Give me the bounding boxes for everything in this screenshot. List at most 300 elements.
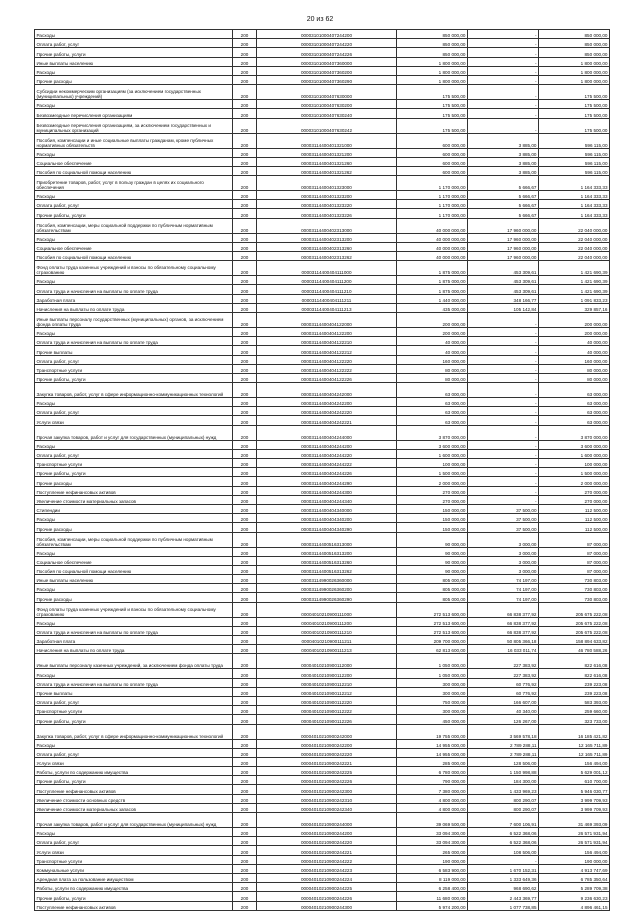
row-remaining: 1 091 833,23 bbox=[539, 294, 610, 303]
row-remaining: 26 571 931,94 bbox=[539, 837, 610, 846]
row-name: Прочие расходы bbox=[35, 523, 233, 532]
row-approved: 1 875 000,00 bbox=[397, 261, 468, 276]
row-line-code: 200 bbox=[233, 252, 257, 261]
row-remaining: 850 000,00 bbox=[539, 48, 610, 57]
row-remaining: 5 289 709,38 bbox=[539, 883, 610, 892]
row-name: Фонд оплаты труда казенных учреждений и взносы по обязательному социальному страхованию bbox=[35, 261, 233, 276]
row-budget-code: 00004010210900242221 bbox=[257, 757, 397, 766]
row-budget-code: 00003101000407244200 bbox=[257, 30, 397, 39]
row-executed: 3 000,00 bbox=[468, 532, 539, 547]
row-executed: 453 309,61 bbox=[468, 276, 539, 285]
row-remaining: 40 000,00 bbox=[539, 346, 610, 355]
row-name: Безвозмездные перечисления организациям bbox=[35, 109, 233, 118]
table-row bbox=[35, 602, 610, 617]
row-approved: 450 000,00 bbox=[397, 715, 468, 724]
row-budget-code: 00004010210900242226 bbox=[257, 776, 397, 785]
row-approved: 435 000,00 bbox=[397, 303, 468, 312]
row-approved: 175 500,00 bbox=[397, 118, 468, 133]
row-approved: 150 000,00 bbox=[397, 504, 468, 513]
row-remaining: 239 223,08 bbox=[539, 678, 610, 687]
row-budget-code: 00003114400404244200 bbox=[257, 440, 397, 449]
row-budget-code: 00003114400404111210 bbox=[257, 285, 397, 294]
row-line-code: 200 bbox=[233, 687, 257, 696]
row-remaining: 610 700,00 bbox=[539, 776, 610, 785]
row-budget-code: 00003114400404122222 bbox=[257, 364, 397, 373]
row-remaining: 175 500,00 bbox=[539, 109, 610, 118]
row-remaining: 12 165 711,89 bbox=[539, 748, 610, 757]
row-line-code: 200 bbox=[233, 724, 257, 739]
row-remaining: 730 803,00 bbox=[539, 575, 610, 584]
row-line-code: 200 bbox=[233, 477, 257, 486]
row-approved: 1 050 000,00 bbox=[397, 654, 468, 669]
row-line-code: 200 bbox=[233, 66, 257, 75]
row-budget-code: 00004010210900244225 bbox=[257, 883, 397, 892]
row-remaining: 596 115,00 bbox=[539, 148, 610, 157]
table-row bbox=[35, 495, 610, 504]
row-approved: 6 780 000,00 bbox=[397, 767, 468, 776]
row-executed: 50 805 366,18 bbox=[468, 636, 539, 645]
row-line-code: 200 bbox=[233, 602, 257, 617]
row-name: Начисления на выплаты по оплате труда bbox=[35, 303, 233, 312]
row-approved: 160 000,00 bbox=[397, 355, 468, 364]
row-executed: - bbox=[468, 468, 539, 477]
row-executed: 40 340,00 bbox=[468, 706, 539, 715]
row-approved: 600 000,00 bbox=[397, 148, 468, 157]
row-approved: 600 000,00 bbox=[397, 166, 468, 175]
row-budget-code: 00004010210900112000 bbox=[257, 654, 397, 669]
row-line-code: 200 bbox=[233, 440, 257, 449]
row-remaining: 1 164 333,33 bbox=[539, 191, 610, 200]
table-row bbox=[35, 593, 610, 602]
row-line-code: 200 bbox=[233, 85, 257, 100]
row-approved: 4 800 000,00 bbox=[397, 803, 468, 812]
row-line-code: 200 bbox=[233, 785, 257, 794]
row-line-code: 200 bbox=[233, 593, 257, 602]
row-remaining: 596 115,00 bbox=[539, 166, 610, 175]
row-approved: 90 000,00 bbox=[397, 547, 468, 556]
row-approved: 80 000,00 bbox=[397, 373, 468, 382]
table-row bbox=[35, 468, 610, 477]
row-line-code: 200 bbox=[233, 303, 257, 312]
table-row bbox=[35, 398, 610, 407]
row-budget-code: 00003114400401321262 bbox=[257, 166, 397, 175]
row-executed: 968 690,62 bbox=[468, 883, 539, 892]
row-line-code: 200 bbox=[233, 584, 257, 593]
row-approved: 285 000,00 bbox=[397, 757, 468, 766]
row-remaining: 175 500,00 bbox=[539, 118, 610, 133]
table-row bbox=[35, 218, 610, 233]
row-budget-code: 00004010210900244000 bbox=[257, 813, 397, 828]
row-line-code: 200 bbox=[233, 715, 257, 724]
row-name: Иные выплаты населению bbox=[35, 575, 233, 584]
table-row bbox=[35, 678, 610, 687]
row-approved: 90 000,00 bbox=[397, 556, 468, 565]
row-remaining: 2 000 000,00 bbox=[539, 477, 610, 486]
row-budget-code: 00003114400404111213 bbox=[257, 303, 397, 312]
row-name: Расходы bbox=[35, 191, 233, 200]
table-row bbox=[35, 407, 610, 416]
row-name: Стипендии bbox=[35, 504, 233, 513]
row-line-code: 200 bbox=[233, 337, 257, 346]
row-budget-code: 00004010210900244221 bbox=[257, 846, 397, 855]
row-budget-code: 00004010210900242225 bbox=[257, 767, 397, 776]
row-name: Оплата работ, услуг bbox=[35, 837, 233, 846]
row-remaining: 1 600 000,00 bbox=[539, 449, 610, 458]
row-approved: 90 000,00 bbox=[397, 565, 468, 574]
row-remaining: 1 800 000,00 bbox=[539, 75, 610, 84]
row-line-code: 200 bbox=[233, 813, 257, 828]
row-budget-code: 00004010210900111210 bbox=[257, 626, 397, 635]
table-row bbox=[35, 828, 610, 837]
row-budget-code: 00004010210900242300 bbox=[257, 785, 397, 794]
table-row bbox=[35, 654, 610, 669]
row-name: Коммунальные услуги bbox=[35, 864, 233, 873]
table-row bbox=[35, 486, 610, 495]
row-approved: 6 583 900,00 bbox=[397, 864, 468, 873]
table-row bbox=[35, 148, 610, 157]
row-remaining: 22 040 000,00 bbox=[539, 242, 610, 251]
table-row bbox=[35, 303, 610, 312]
row-line-code: 200 bbox=[233, 776, 257, 785]
row-budget-code: 00003114400404122200 bbox=[257, 327, 397, 336]
table-row bbox=[35, 846, 610, 855]
row-line-code: 200 bbox=[233, 200, 257, 209]
row-executed: 3 885,00 bbox=[468, 133, 539, 148]
row-budget-code: 00003114400516313000 bbox=[257, 532, 397, 547]
table-row bbox=[35, 39, 610, 48]
table-row bbox=[35, 504, 610, 513]
table-row bbox=[35, 547, 610, 556]
row-budget-code: 00003101000407244226 bbox=[257, 48, 397, 57]
row-name: Расходы bbox=[35, 739, 233, 748]
table-row bbox=[35, 556, 610, 565]
row-budget-code: 00003114400404122210 bbox=[257, 337, 397, 346]
table-row bbox=[35, 523, 610, 532]
row-executed: 453 309,61 bbox=[468, 285, 539, 294]
table-row bbox=[35, 696, 610, 705]
row-line-code: 200 bbox=[233, 636, 257, 645]
row-line-code: 200 bbox=[233, 48, 257, 57]
table-row bbox=[35, 355, 610, 364]
row-remaining: 200 000,00 bbox=[539, 312, 610, 327]
row-remaining: 31 469 393,09 bbox=[539, 813, 610, 828]
row-budget-code: 00004010210900112212 bbox=[257, 687, 397, 696]
row-executed: - bbox=[468, 416, 539, 425]
row-approved: 63 000,00 bbox=[397, 416, 468, 425]
row-line-code: 200 bbox=[233, 133, 257, 148]
row-name: Прочие работы, услуги bbox=[35, 892, 233, 901]
row-name: Прочие работы, услуги bbox=[35, 468, 233, 477]
row-budget-code: 00003114400516313262 bbox=[257, 565, 397, 574]
table-row bbox=[35, 30, 610, 39]
row-budget-code: 00004010210900111211 bbox=[257, 636, 397, 645]
row-remaining: 63 000,00 bbox=[539, 416, 610, 425]
row-approved: 600 000,00 bbox=[397, 157, 468, 166]
row-name: Расходы bbox=[35, 66, 233, 75]
row-executed: - bbox=[468, 39, 539, 48]
row-remaining: 850 000,00 bbox=[539, 39, 610, 48]
row-executed: - bbox=[468, 398, 539, 407]
row-name: Начисления на выплаты по оплате труда bbox=[35, 645, 233, 654]
row-executed: 6 522 368,06 bbox=[468, 837, 539, 846]
row-budget-code: 00003114400404244290 bbox=[257, 477, 397, 486]
row-line-code: 200 bbox=[233, 486, 257, 495]
table-row bbox=[35, 514, 610, 523]
row-name: Прочие выплаты bbox=[35, 687, 233, 696]
row-remaining: 730 803,00 bbox=[539, 584, 610, 593]
row-approved: 40 000 000,00 bbox=[397, 218, 468, 233]
row-line-code: 200 bbox=[233, 468, 257, 477]
row-budget-code: 00003114400404122220 bbox=[257, 355, 397, 364]
row-line-code: 200 bbox=[233, 828, 257, 837]
row-budget-code: 00003114400402313200 bbox=[257, 233, 397, 242]
row-executed: - bbox=[468, 327, 539, 336]
row-remaining: 596 115,00 bbox=[539, 157, 610, 166]
row-budget-code: 00003114400401321000 bbox=[257, 133, 397, 148]
row-remaining: 3 870 000,00 bbox=[539, 425, 610, 440]
row-remaining: 175 500,00 bbox=[539, 85, 610, 100]
row-remaining: 730 803,00 bbox=[539, 593, 610, 602]
row-approved: 33 094 300,00 bbox=[397, 837, 468, 846]
row-budget-code: 00004010210900112200 bbox=[257, 669, 397, 678]
row-budget-code: 00003114400404242000 bbox=[257, 383, 397, 398]
row-line-code: 200 bbox=[233, 757, 257, 766]
table-row bbox=[35, 748, 610, 757]
row-approved: 5 974 200,00 bbox=[397, 901, 468, 910]
row-budget-code: 00004010210900242310 bbox=[257, 794, 397, 803]
row-name: Расходы bbox=[35, 440, 233, 449]
row-executed: 74 197,00 bbox=[468, 584, 539, 593]
row-executed: 1 333 649,36 bbox=[468, 873, 539, 882]
row-line-code: 200 bbox=[233, 654, 257, 669]
table-row bbox=[35, 373, 610, 382]
page-number: 20 из 62 bbox=[306, 16, 334, 23]
row-remaining: 6 785 350,64 bbox=[539, 873, 610, 882]
row-remaining: 46 780 588,26 bbox=[539, 645, 610, 654]
row-line-code: 200 bbox=[233, 556, 257, 565]
row-remaining: 4 896 461,15 bbox=[539, 901, 610, 910]
row-budget-code: 00003114400404244000 bbox=[257, 425, 397, 440]
row-remaining: 40 000,00 bbox=[539, 337, 610, 346]
row-remaining: 4 913 747,69 bbox=[539, 864, 610, 873]
row-name: Услуги связи bbox=[35, 416, 233, 425]
table-row bbox=[35, 364, 610, 373]
row-line-code: 200 bbox=[233, 218, 257, 233]
row-line-code: 200 bbox=[233, 748, 257, 757]
row-line-code: 200 bbox=[233, 327, 257, 336]
row-line-code: 200 bbox=[233, 504, 257, 513]
row-executed: 66 838 377,92 bbox=[468, 602, 539, 617]
row-approved: 63 000,00 bbox=[397, 407, 468, 416]
table-row bbox=[35, 757, 610, 766]
row-name: Оплата труда и начисления на выплаты по оплате труда bbox=[35, 626, 233, 635]
table-row bbox=[35, 209, 610, 218]
row-line-code: 200 bbox=[233, 837, 257, 846]
row-budget-code: 00004010210900244300 bbox=[257, 901, 397, 910]
row-approved: 209 700 000,00 bbox=[397, 636, 468, 645]
row-remaining: 87 000,00 bbox=[539, 532, 610, 547]
row-approved: 190 000,00 bbox=[397, 855, 468, 864]
row-remaining: 26 571 931,94 bbox=[539, 828, 610, 837]
table-row bbox=[35, 252, 610, 261]
table-row bbox=[35, 892, 610, 901]
row-approved: 200 000,00 bbox=[397, 312, 468, 327]
row-remaining: 205 675 222,08 bbox=[539, 617, 610, 626]
table-row bbox=[35, 346, 610, 355]
row-executed: 166 607,00 bbox=[468, 696, 539, 705]
row-executed: 227 383,92 bbox=[468, 654, 539, 669]
row-name: Пособия, компенсации, меры социальной поддержки по публичным нормативным обязательствам bbox=[35, 218, 233, 233]
row-remaining: 22 040 000,00 bbox=[539, 233, 610, 242]
row-remaining: 822 616,08 bbox=[539, 654, 610, 669]
row-remaining: 63 000,00 bbox=[539, 407, 610, 416]
row-executed: - bbox=[468, 85, 539, 100]
row-name: Прочие работы, услуги bbox=[35, 715, 233, 724]
row-executed: - bbox=[468, 407, 539, 416]
row-line-code: 200 bbox=[233, 407, 257, 416]
row-executed: - bbox=[468, 495, 539, 504]
row-name: Прочая закупка товаров, работ и услуг для государственных (муниципальных) нужд bbox=[35, 813, 233, 828]
row-budget-code: 00004010210900111213 bbox=[257, 645, 397, 654]
row-approved: 1 170 000,00 bbox=[397, 191, 468, 200]
row-budget-code: 00003114400404340290 bbox=[257, 523, 397, 532]
row-name: Пособия по социальной помощи населению bbox=[35, 252, 233, 261]
row-budget-code: 00004010210900111200 bbox=[257, 617, 397, 626]
row-name: Работы, услуги по содержанию имущества bbox=[35, 767, 233, 776]
row-budget-code: 00004010210900244224 bbox=[257, 873, 397, 882]
row-name: Пособия по социальной помощи населению bbox=[35, 166, 233, 175]
row-executed: - bbox=[468, 30, 539, 39]
row-budget-code: 00003114400404111200 bbox=[257, 276, 397, 285]
row-executed: - bbox=[468, 486, 539, 495]
row-executed: - bbox=[468, 100, 539, 109]
row-approved: 175 500,00 bbox=[397, 85, 468, 100]
row-remaining: 175 500,00 bbox=[539, 100, 610, 109]
table-row bbox=[35, 242, 610, 251]
row-line-code: 200 bbox=[233, 176, 257, 191]
row-remaining: 112 500,00 bbox=[539, 504, 610, 513]
row-approved: 300 000,00 bbox=[397, 678, 468, 687]
table-row bbox=[35, 803, 610, 812]
row-name: Закупка товаров, работ, услуг в сфере информационно-коммуникационных технологий bbox=[35, 383, 233, 398]
table-row bbox=[35, 785, 610, 794]
row-budget-code: 00004010210900244222 bbox=[257, 855, 397, 864]
row-line-code: 200 bbox=[233, 233, 257, 242]
row-budget-code: 00003114400401321200 bbox=[257, 148, 397, 157]
row-executed: - bbox=[468, 459, 539, 468]
row-approved: 150 000,00 bbox=[397, 523, 468, 532]
row-approved: 80 000,00 bbox=[397, 364, 468, 373]
row-line-code: 200 bbox=[233, 294, 257, 303]
row-name: Прочие работы, услуги bbox=[35, 776, 233, 785]
row-remaining: 22 040 000,00 bbox=[539, 252, 610, 261]
row-approved: 175 500,00 bbox=[397, 100, 468, 109]
row-executed: 3 000,00 bbox=[468, 556, 539, 565]
row-line-code: 200 bbox=[233, 398, 257, 407]
row-executed: 16 033 011,74 bbox=[468, 645, 539, 654]
row-executed: - bbox=[468, 109, 539, 118]
row-line-code: 200 bbox=[233, 565, 257, 574]
row-line-code: 200 bbox=[233, 739, 257, 748]
table-row bbox=[35, 176, 610, 191]
row-name: Арендная плата за пользование имуществом bbox=[35, 873, 233, 882]
row-approved: 40 000 000,00 bbox=[397, 233, 468, 242]
row-name: Оплата работ, услуг bbox=[35, 39, 233, 48]
row-line-code: 200 bbox=[233, 883, 257, 892]
row-name: Поступление нефинансовых активов bbox=[35, 901, 233, 910]
row-budget-code: 00003101000407630000 bbox=[257, 85, 397, 100]
table-row bbox=[35, 532, 610, 547]
table-row bbox=[35, 118, 610, 133]
row-line-code: 200 bbox=[233, 383, 257, 398]
row-line-code: 200 bbox=[233, 617, 257, 626]
row-approved: 2 000 000,00 bbox=[397, 477, 468, 486]
row-approved: 272 513 600,00 bbox=[397, 617, 468, 626]
row-name: Пособия, компенсации и иные социальные выплаты гражданам, кроме публичных нормативных обязательств bbox=[35, 133, 233, 148]
row-line-code: 200 bbox=[233, 547, 257, 556]
row-remaining: 63 000,00 bbox=[539, 398, 610, 407]
row-line-code: 200 bbox=[233, 276, 257, 285]
row-name: Оплата работ, услуг bbox=[35, 449, 233, 458]
row-executed: 2 789 288,11 bbox=[468, 748, 539, 757]
row-remaining: 80 000,00 bbox=[539, 364, 610, 373]
row-approved: 600 000,00 bbox=[397, 133, 468, 148]
table-row bbox=[35, 261, 610, 276]
row-name: Увеличение стоимости материальных запасов bbox=[35, 803, 233, 812]
row-name: Социальное обеспечение bbox=[35, 242, 233, 251]
row-remaining: 1 500 000,00 bbox=[539, 468, 610, 477]
row-line-code: 200 bbox=[233, 459, 257, 468]
row-budget-code: 00004010210900244220 bbox=[257, 837, 397, 846]
row-remaining: 112 500,00 bbox=[539, 523, 610, 532]
row-executed: 3 569 578,18 bbox=[468, 724, 539, 739]
row-line-code: 200 bbox=[233, 355, 257, 364]
table-row bbox=[35, 864, 610, 873]
table-row bbox=[35, 901, 610, 910]
table-row bbox=[35, 449, 610, 458]
row-name: Социальное обеспечение bbox=[35, 556, 233, 565]
table-row bbox=[35, 85, 610, 100]
row-remaining: 259 660,00 bbox=[539, 706, 610, 715]
row-name: Прочая закупка товаров, работ и услуг для государственных (муниципальных) нужд bbox=[35, 425, 233, 440]
row-executed: 37 500,00 bbox=[468, 504, 539, 513]
row-remaining: 1 164 333,33 bbox=[539, 176, 610, 191]
table-body bbox=[35, 30, 610, 911]
row-budget-code: 00003114400404244226 bbox=[257, 468, 397, 477]
row-line-code: 200 bbox=[233, 100, 257, 109]
row-budget-code: 00003114400404242221 bbox=[257, 416, 397, 425]
row-line-code: 200 bbox=[233, 706, 257, 715]
row-executed: 17 960 000,00 bbox=[468, 218, 539, 233]
row-name: Пособия, компенсации, меры социальной поддержки по публичным нормативным обязательствам bbox=[35, 532, 233, 547]
row-name: Увеличение стоимости основных средств bbox=[35, 794, 233, 803]
row-executed: 17 960 000,00 bbox=[468, 233, 539, 242]
row-name: Прочие расходы bbox=[35, 593, 233, 602]
row-name: Иные выплаты персоналу казенных учреждений, за исключением фонда оплаты труда bbox=[35, 654, 233, 669]
row-executed: 3 885,00 bbox=[468, 148, 539, 157]
row-budget-code: 00004010210900244226 bbox=[257, 892, 397, 901]
row-approved: 1 800 000,00 bbox=[397, 57, 468, 66]
row-budget-code: 00003114400404122212 bbox=[257, 346, 397, 355]
table-row bbox=[35, 575, 610, 584]
row-budget-code: 00004010210900244223 bbox=[257, 864, 397, 873]
table-row bbox=[35, 133, 610, 148]
row-executed: - bbox=[468, 312, 539, 327]
row-name: Иные выплаты персоналу государственных (муниципальных) органов, за исключением фонда оплаты труда bbox=[35, 312, 233, 327]
row-remaining: 9 236 630,23 bbox=[539, 892, 610, 901]
row-name: Пособия по социальной помощи населению bbox=[35, 565, 233, 574]
row-line-code: 200 bbox=[233, 645, 257, 654]
